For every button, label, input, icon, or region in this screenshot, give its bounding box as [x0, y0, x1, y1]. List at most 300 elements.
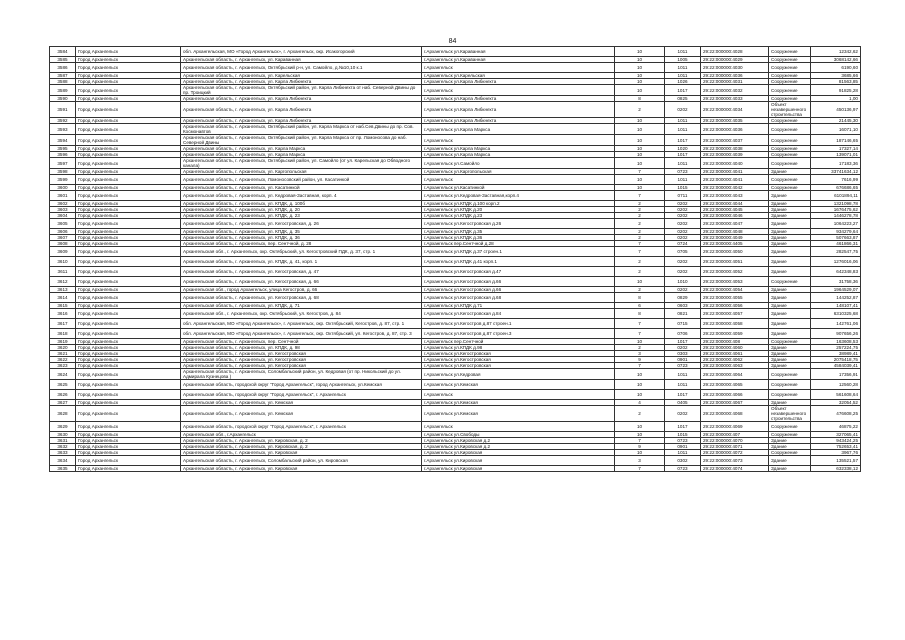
- table-row: [50, 277, 861, 287]
- cadastral-number-cell: 29:22:000000:4040: [701, 158, 769, 169]
- address-cell: обл. Архангельская, МО «Город Архангельск», г. Архангельск, окр. Октябрьский, Кегостров, д. 87, стр. 1: [181, 319, 422, 329]
- code-group-cell: 10: [615, 380, 665, 390]
- short-address-cell: г.Архангельск: [422, 390, 615, 400]
- row-number-cell: 3633: [50, 450, 76, 456]
- municipality-cell: Город Архангельск: [76, 380, 181, 390]
- address-cell: Архангельская область, г. Архангельск, ул. КПДК, д. 23: [181, 213, 422, 219]
- code-cell: 1020: [665, 146, 701, 152]
- short-address-cell: г.Архангельск: [422, 175, 615, 185]
- code-group-cell: 10: [615, 47, 665, 57]
- object-type-cell: Здание: [769, 444, 811, 450]
- table-row: [50, 329, 861, 339]
- code-cell: 0202: [665, 406, 701, 422]
- address-cell: Архангельская область, г. Архангельск, ул. Кегостровская, д. 66: [181, 277, 422, 287]
- code-cell: 1026: [665, 79, 701, 85]
- code-cell: 0202: [665, 201, 701, 207]
- row-number-cell: 3610: [50, 257, 76, 267]
- cadastral-number-cell: 29:22:000000:4072: [701, 450, 769, 456]
- code-cell: 1017: [665, 390, 701, 400]
- table-row: [50, 175, 861, 185]
- municipality-cell: Город Архангельск: [76, 444, 181, 450]
- cadastral-value-cell: 3068142,66: [811, 57, 861, 63]
- short-address-cell: г.Архангельск ул.Кегостровская д.68: [422, 293, 615, 303]
- cadastral-value-cell: 163608,53: [811, 339, 861, 345]
- address-cell: Архангельская область, г. Архангельск, ул. КПДК, д. 41, корп. 1: [181, 257, 422, 267]
- municipality-cell: Город Архангельск: [76, 293, 181, 303]
- table-row: [50, 124, 861, 135]
- address-cell: Архангельская область, г. Архангельск, ул. Карла Либкнехта: [181, 79, 422, 85]
- cadastral-value-cell: 507663,87: [811, 235, 861, 241]
- object-type-cell: Здание: [769, 235, 811, 241]
- municipality-cell: Город Архангельск: [76, 213, 181, 219]
- address-cell: Архангельская область, г. Архангельск, ул. КПДК, д. 98: [181, 345, 422, 351]
- code-cell: 0202: [665, 345, 701, 351]
- row-number-cell: 3613: [50, 287, 76, 293]
- object-type-cell: Сооружение: [769, 380, 811, 390]
- short-address-cell: г.Архангельск ул.Свободы: [422, 432, 615, 438]
- municipality-cell: Город Архангельск: [76, 135, 181, 146]
- row-number-cell: 3623: [50, 363, 76, 369]
- cadastral-number-cell: 29:22:000000:4060: [701, 345, 769, 351]
- row-number-cell: 3586: [50, 63, 76, 73]
- row-number-cell: 3588: [50, 79, 76, 85]
- address-cell: Архангельская область, г. Архангельск, ул. Кегостровская, д. 26: [181, 219, 422, 229]
- cadastral-number-cell: 29:22:000000:4056: [701, 303, 769, 309]
- code-cell: 1017: [665, 152, 701, 158]
- cadastral-number-cell: 29:22:000000:4032: [701, 85, 769, 96]
- object-type-cell: Сооружение: [769, 63, 811, 73]
- cadastral-number-cell: 29:22:000000:4052: [701, 267, 769, 277]
- municipality-cell: Город Архангельск: [76, 247, 181, 257]
- code-group-cell: 7: [615, 169, 665, 175]
- object-type-cell: Сооружение: [769, 277, 811, 287]
- short-address-cell: г.Архангельск ул.Кегостровская д.47: [422, 267, 615, 277]
- object-type-cell: Сооружение: [769, 152, 811, 158]
- code-group-cell: 8: [615, 96, 665, 102]
- code-group-cell: 2: [615, 207, 665, 213]
- short-address-cell: г.Архангельск ул.Каргопольская: [422, 169, 615, 175]
- code-group-cell: 10: [615, 63, 665, 73]
- code-group-cell: 10: [615, 79, 665, 85]
- code-cell: 0202: [665, 207, 701, 213]
- municipality-cell: Город Архангельск: [76, 57, 181, 63]
- short-address-cell: г.Архангельск: [422, 85, 615, 96]
- cadastral-value-cell: 7616,99: [811, 175, 861, 185]
- municipality-cell: Город Архангельск: [76, 118, 181, 124]
- code-group-cell: 10: [615, 450, 665, 456]
- code-cell: 0901: [665, 444, 701, 450]
- cadastral-value-cell: 632338,12: [811, 466, 861, 472]
- address-cell: Архангельская область, г. Архангельск, ул. Караванная: [181, 57, 422, 63]
- municipality-cell: Город Архангельск: [76, 438, 181, 444]
- object-type-cell: Сооружение: [769, 85, 811, 96]
- municipality-cell: Город Архангельск: [76, 63, 181, 73]
- cadastral-number-cell: 29:22:000000:4033: [701, 96, 769, 102]
- cadastral-number-cell: 29:22:000000:4035: [701, 118, 769, 124]
- row-number-cell: 3598: [50, 169, 76, 175]
- short-address-cell: г.Архангельск ул.Карла Либкнехта: [422, 118, 615, 124]
- cadastral-number-cell: 29:22:000000:4048: [701, 229, 769, 235]
- property-registry-table: [49, 46, 861, 472]
- address-cell: Архангельская область, г. Архангельск, ул. Кировская, д. 2: [181, 444, 422, 450]
- address-cell: Архангельская область, г. Архангельск, Ломоносовский район, ул. Касатинкой: [181, 175, 422, 185]
- object-type-cell: Здание: [769, 438, 811, 444]
- object-type-cell: Здание: [769, 241, 811, 247]
- cadastral-value-cell: 144252,87: [811, 293, 861, 303]
- municipality-cell: Город Архангельск: [76, 351, 181, 357]
- code-group-cell: 2: [615, 229, 665, 235]
- code-group-cell: 10: [615, 152, 665, 158]
- address-cell: Архангельская область, г. Архангельск, ул. Карла Либкнехта: [181, 96, 422, 102]
- code-cell: 0202: [665, 287, 701, 293]
- row-number-cell: 3604: [50, 213, 76, 219]
- address-cell: Архангельская область, г. Архангельск, ул. Кедровая-Заставная, корп. 4: [181, 191, 422, 201]
- code-cell: 0705: [665, 247, 701, 257]
- cadastral-number-cell: 29:22:000000:4062: [701, 357, 769, 363]
- municipality-cell: Город Архангельск: [76, 79, 181, 85]
- code-group-cell: 10: [615, 73, 665, 79]
- address-cell: Архангельская область, г. Архангельск, Октябрьский р-н, ул. Самойло, д.№10,10 к.1: [181, 63, 422, 73]
- cadastral-value-cell: 91825,28: [811, 85, 861, 96]
- object-type-cell: Сооружение: [769, 339, 811, 345]
- row-number-cell: 3635: [50, 466, 76, 472]
- code-group-cell: 2: [615, 257, 665, 267]
- address-cell: Архангельская область, г. Архангельск, ул. Кегостровская: [181, 357, 422, 363]
- code-cell: 0202: [665, 235, 701, 241]
- code-cell: 0825: [665, 96, 701, 102]
- cadastral-number-cell: 29:22:000000:4054: [701, 287, 769, 293]
- table-row: [50, 63, 861, 73]
- row-number-cell: 3597: [50, 158, 76, 169]
- code-group-cell: 10: [615, 85, 665, 96]
- object-type-cell: Сооружение: [769, 422, 811, 432]
- object-type-cell: Здание: [769, 400, 811, 406]
- cadastral-value-cell: 1,00: [811, 96, 861, 102]
- municipality-cell: Город Архангельск: [76, 309, 181, 319]
- cadastral-value-cell: 561608,64: [811, 390, 861, 400]
- table-row: [50, 390, 861, 400]
- row-number-cell: 3624: [50, 369, 76, 380]
- object-type-cell: Сооружение: [769, 369, 811, 380]
- address-cell: Архангельская область, г. Архангельск, ул. КПДК, д. 20: [181, 207, 422, 213]
- cadastral-number-cell: 29:22:000000:4064: [701, 369, 769, 380]
- code-cell: 0202: [665, 219, 701, 229]
- cadastral-value-cell: 450136,97: [811, 102, 861, 118]
- row-number-cell: 3607: [50, 235, 76, 241]
- object-type-cell: Здание: [769, 207, 811, 213]
- short-address-cell: г.Архангельск ул.Кировская: [422, 456, 615, 466]
- object-type-cell: Сооружение: [769, 432, 811, 438]
- code-cell: 0202: [665, 257, 701, 267]
- cadastral-value-cell: 282547,75: [811, 247, 861, 257]
- short-address-cell: г.Архангельск ул.КПДК д.23: [422, 213, 615, 219]
- municipality-cell: Город Архангельск: [76, 175, 181, 185]
- short-address-cell: г.Архангельск ул.Карла Либкнехта: [422, 96, 615, 102]
- municipality-cell: Город Архангельск: [76, 146, 181, 152]
- address-cell: Архангельская область, г. Архангельск, ул. Карла Либкнехта: [181, 118, 422, 124]
- address-cell: обл. Архангельская, МО «Город Архангельск», г. Архангельск, окр. Октябрьский, ул. Кегостров, д. 87, стр. 3: [181, 329, 422, 339]
- cadastral-value-cell: 16071,10: [811, 124, 861, 135]
- object-type-cell: Сооружение: [769, 175, 811, 185]
- code-cell: 0202: [665, 213, 701, 219]
- cadastral-number-cell: 29:22:000000:4066: [701, 390, 769, 400]
- cadastral-value-cell: 81563,85: [811, 79, 861, 85]
- object-type-cell: Здание: [769, 309, 811, 319]
- row-number-cell: 3626: [50, 390, 76, 400]
- short-address-cell: г.Архангельск ул.Караванная: [422, 57, 615, 63]
- code-cell: 0723: [665, 466, 701, 472]
- cadastral-value-cell: 907656,26: [811, 329, 861, 339]
- row-number-cell: 3587: [50, 73, 76, 79]
- code-group-cell: 2: [615, 267, 665, 277]
- cadastral-number-cell: 29:22:000000:4061: [701, 351, 769, 357]
- short-address-cell: г.Архангельск ул.Карла Маркса: [422, 146, 615, 152]
- object-type-cell: Здание: [769, 191, 811, 201]
- short-address-cell: г.Архангельск ул.КПДК д.100 корп.2: [422, 201, 615, 207]
- table-row: [50, 293, 861, 303]
- address-cell: Архангельская область, г. Архангельск, Соломбальский район, ул. Кедровая (от пр. Никольский до ул. Адмирала Кузнецова ): [181, 369, 422, 380]
- municipality-cell: Город Архангельск: [76, 267, 181, 277]
- cadastral-value-cell: 676686,65: [811, 185, 861, 191]
- address-cell: Архангельская обл., г.Архангельск: [181, 432, 422, 438]
- short-address-cell: г.Архангельск ул.Кировская: [422, 450, 615, 456]
- cadastral-number-cell: 29:22:000000:4045: [701, 207, 769, 213]
- code-group-cell: 2: [615, 287, 665, 293]
- cadastral-number-cell: 29:22:000000:4065: [701, 380, 769, 390]
- row-number-cell: 3600: [50, 185, 76, 191]
- municipality-cell: Город Архангельск: [76, 73, 181, 79]
- cadastral-value-cell: 142761,06: [811, 319, 861, 329]
- row-number-cell: 3599: [50, 175, 76, 185]
- code-cell: 0603: [665, 303, 701, 309]
- short-address-cell: г.Архангельск ул.Кировская: [422, 466, 615, 472]
- code-group-cell: 7: [615, 319, 665, 329]
- municipality-cell: Город Архангельск: [76, 152, 181, 158]
- code-group-cell: 10: [615, 339, 665, 345]
- object-type-cell: Сооружение: [769, 390, 811, 400]
- code-group-cell: 2: [615, 406, 665, 422]
- cadastral-value-cell: 1676475,62: [811, 207, 861, 213]
- municipality-cell: Город Архангельск: [76, 169, 181, 175]
- code-group-cell: 6: [615, 303, 665, 309]
- cadastral-number-cell: 29:22:000000:408: [701, 339, 769, 345]
- row-number-cell: 3630: [50, 432, 76, 438]
- municipality-cell: Город Архангельск: [76, 207, 181, 213]
- code-cell: 1011: [665, 47, 701, 57]
- row-number-cell: 3619: [50, 339, 76, 345]
- short-address-cell: г.Архангельск ул.КПДК д.20: [422, 207, 615, 213]
- code-group-cell: 8: [615, 309, 665, 319]
- short-address-cell: г.Архангельск: [422, 63, 615, 73]
- code-group-cell: 10: [615, 118, 665, 124]
- code-group-cell: 10: [615, 277, 665, 287]
- object-type-cell: Здание: [769, 351, 811, 357]
- municipality-cell: Город Архангельск: [76, 277, 181, 287]
- row-number-cell: 3625: [50, 380, 76, 390]
- cadastral-number-cell: 29:22:000000:4053: [701, 277, 769, 287]
- row-number-cell: 3612: [50, 277, 76, 287]
- address-cell: Архангельская обл., г. Архангельск, окр. Октябрьский, ул. Кегостров, д. 84: [181, 309, 422, 319]
- municipality-cell: Город Архангельск: [76, 219, 181, 229]
- address-cell: Архангельская область, г. Архангельск, ул. Кемская: [181, 406, 422, 422]
- code-cell: 0711: [665, 191, 701, 201]
- address-cell: Архангельская область, г. Архангельск, Октябрьский район, ул. Карла Маркса от наб.Сев.Двины до пр. Сов. Космонавтов: [181, 124, 422, 135]
- cadastral-value-cell: 148107,41: [811, 303, 861, 309]
- cadastral-number-cell: 29:22:000000:4071: [701, 444, 769, 450]
- code-cell: 1011: [665, 175, 701, 185]
- code-group-cell: 9: [615, 357, 665, 363]
- row-number-cell: 3632: [50, 444, 76, 450]
- code-group-cell: 7: [615, 329, 665, 339]
- row-number-cell: 3617: [50, 319, 76, 329]
- cadastral-value-cell: 135521,57: [811, 456, 861, 466]
- code-group-cell: 10: [615, 124, 665, 135]
- cadastral-number-cell: 29:22:000000:4057: [701, 309, 769, 319]
- cadastral-value-cell: 1321098,78: [811, 201, 861, 207]
- short-address-cell: г.Архангельск ул.Кедровая-Заставная,корп.4: [422, 191, 615, 201]
- code-cell: 1017: [665, 339, 701, 345]
- code-cell: 0303: [665, 351, 701, 357]
- cadastral-number-cell: 29:22:000000:4067: [701, 400, 769, 406]
- code-cell: 0405: [665, 400, 701, 406]
- address-cell: Архангельская область, г. Архангельск, ул. КПДК, д. 35: [181, 229, 422, 235]
- address-cell: Архангельская область, г. Архангельск, ул. КПДК, д. 71: [181, 303, 422, 309]
- row-number-cell: 3634: [50, 456, 76, 466]
- municipality-cell: Город Архангельск: [76, 303, 181, 309]
- code-group-cell: 4: [615, 400, 665, 406]
- short-address-cell: г.Архангельск ул.Кировская д.2: [422, 438, 615, 444]
- cadastral-number-cell: 29:22:000000:4050: [701, 247, 769, 257]
- cadastral-value-cell: 257224,75: [811, 345, 861, 351]
- cadastral-value-cell: 752653,41: [811, 444, 861, 450]
- short-address-cell: г.Архангельск ул.КПДК д.37 строен.1: [422, 247, 615, 257]
- code-group-cell: 7: [615, 466, 665, 472]
- cadastral-value-cell: 12560,28: [811, 380, 861, 390]
- cadastral-number-cell: 29:22:000000:4047: [701, 219, 769, 229]
- cadastral-number-cell: 29:22:000000:4042: [701, 185, 769, 191]
- code-group-cell: 2: [615, 235, 665, 241]
- municipality-cell: Город Архангельск: [76, 339, 181, 345]
- code-group-cell: 10: [615, 390, 665, 400]
- address-cell: Архангельская область, г. Архангельск, Октябрьский район, ул. Карла Маркса от пр. Ломоносова до наб. Северной Двины: [181, 135, 422, 146]
- code-cell: 1011: [665, 73, 701, 79]
- cadastral-value-cell: 3685,66: [811, 73, 861, 79]
- address-cell: Архангельская область, городской округ "Город Архангельск", город Архангельск, ул.Кемская: [181, 380, 422, 390]
- object-type-cell: Сооружение: [769, 96, 811, 102]
- municipality-cell: Город Архангельск: [76, 191, 181, 201]
- address-cell: Архангельская область, г. Архангельск, ул. Кегостровская, д. 47: [181, 267, 422, 277]
- municipality-cell: Город Архангельск: [76, 241, 181, 247]
- cadastral-number-cell: 29:22:000000:4037: [701, 135, 769, 146]
- address-cell: Архангельская область, г. Архангельск, ул. Карла Либкнехта: [181, 102, 422, 118]
- code-cell: 0724: [665, 241, 701, 247]
- short-address-cell: г.Архангельск: [422, 422, 615, 432]
- row-number-cell: 3609: [50, 247, 76, 257]
- code-group-cell: 3: [615, 456, 665, 466]
- object-type-cell: Сооружение: [769, 118, 811, 124]
- code-group-cell: 10: [615, 185, 665, 191]
- municipality-cell: Город Архангельск: [76, 432, 181, 438]
- object-type-cell: Здание: [769, 345, 811, 351]
- object-type-cell: Здание: [769, 169, 811, 175]
- code-cell: 0302: [665, 456, 701, 466]
- row-number-cell: 3592: [50, 118, 76, 124]
- short-address-cell: г.Архангельск ул.Кегостровская: [422, 351, 615, 357]
- code-cell: 1011: [665, 380, 701, 390]
- table-row: [50, 422, 861, 432]
- code-cell: 0901: [665, 357, 701, 363]
- address-cell: Архангельская область, городской округ "Город Архангельск", г. Архангельск: [181, 422, 422, 432]
- code-cell: 1017: [665, 422, 701, 432]
- cadastral-value-cell: 139071,01: [811, 152, 861, 158]
- code-group-cell: 10: [615, 146, 665, 152]
- municipality-cell: Город Архангельск: [76, 85, 181, 96]
- short-address-cell: г.Архангельск ул.Самойло: [422, 158, 615, 169]
- address-cell: Архангельская область, г. Архангельск, ул. Кегостровская: [181, 351, 422, 357]
- table-row: [50, 102, 861, 118]
- code-group-cell: 10: [615, 158, 665, 169]
- cadastral-number-cell: 29:22:000000:4034: [701, 102, 769, 118]
- address-cell: Архангельская область, г. Архангельск, ул. Кировская: [181, 450, 422, 456]
- short-address-cell: г.Архангельск ул.Кегостров д.87 строен.3: [422, 329, 615, 339]
- table-row: [50, 247, 861, 257]
- object-type-cell: Сооружение: [769, 135, 811, 146]
- code-group-cell: 3: [615, 351, 665, 357]
- cadastral-value-cell: 1276016,06: [811, 257, 861, 267]
- cadastral-number-cell: 29:22:000000:4063: [701, 363, 769, 369]
- cadastral-value-cell: 461866,31: [811, 241, 861, 247]
- address-cell: Архангельская область, г. Архангельск, Соломбальский район, ул. Кировская: [181, 456, 422, 466]
- cadastral-value-cell: 4584039,41: [811, 363, 861, 369]
- municipality-cell: Город Архангельск: [76, 400, 181, 406]
- code-cell: 0706: [665, 329, 701, 339]
- table-row: [50, 191, 861, 201]
- code-cell: 1011: [665, 124, 701, 135]
- code-group-cell: 8: [615, 293, 665, 303]
- code-group-cell: 2: [615, 102, 665, 118]
- cadastral-value-cell: 934279,64: [811, 229, 861, 235]
- object-type-cell: Здание: [769, 213, 811, 219]
- cadastral-value-cell: 1964529,07: [811, 287, 861, 293]
- table-row: [50, 319, 861, 329]
- object-type-cell: Объект незавершенного строительства: [769, 406, 811, 422]
- municipality-cell: Город Архангельск: [76, 185, 181, 191]
- municipality-cell: Город Архангельск: [76, 363, 181, 369]
- object-type-cell: Сооружение: [769, 185, 811, 191]
- row-number-cell: 3631: [50, 438, 76, 444]
- code-cell: 1010: [665, 277, 701, 287]
- object-type-cell: Сооружение: [769, 146, 811, 152]
- short-address-cell: г.Архангельск ул.Карельская: [422, 73, 615, 79]
- table-row: [50, 406, 861, 422]
- row-number-cell: 3589: [50, 85, 76, 96]
- row-number-cell: 3606: [50, 229, 76, 235]
- code-cell: 0715: [665, 319, 701, 329]
- row-number-cell: 3591: [50, 102, 76, 118]
- short-address-cell: г.Архангельск ул.Карла Маркса: [422, 124, 615, 135]
- short-address-cell: г.Архангельск ул.КПДК д.41 корп.1: [422, 257, 615, 267]
- cadastral-value-cell: 2075418,75: [811, 357, 861, 363]
- cadastral-value-cell: 46875,22: [811, 422, 861, 432]
- short-address-cell: г.Архангельск: [422, 135, 615, 146]
- cadastral-number-cell: 29:22:000000:4049: [701, 235, 769, 241]
- cadastral-number-cell: 29:22:000000:4055: [701, 293, 769, 303]
- row-number-cell: 3628: [50, 406, 76, 422]
- municipality-cell: Город Архангельск: [76, 287, 181, 293]
- code-group-cell: 10: [615, 422, 665, 432]
- row-number-cell: 3585: [50, 57, 76, 63]
- cadastral-number-cell: 29:22:000000:4068: [701, 406, 769, 422]
